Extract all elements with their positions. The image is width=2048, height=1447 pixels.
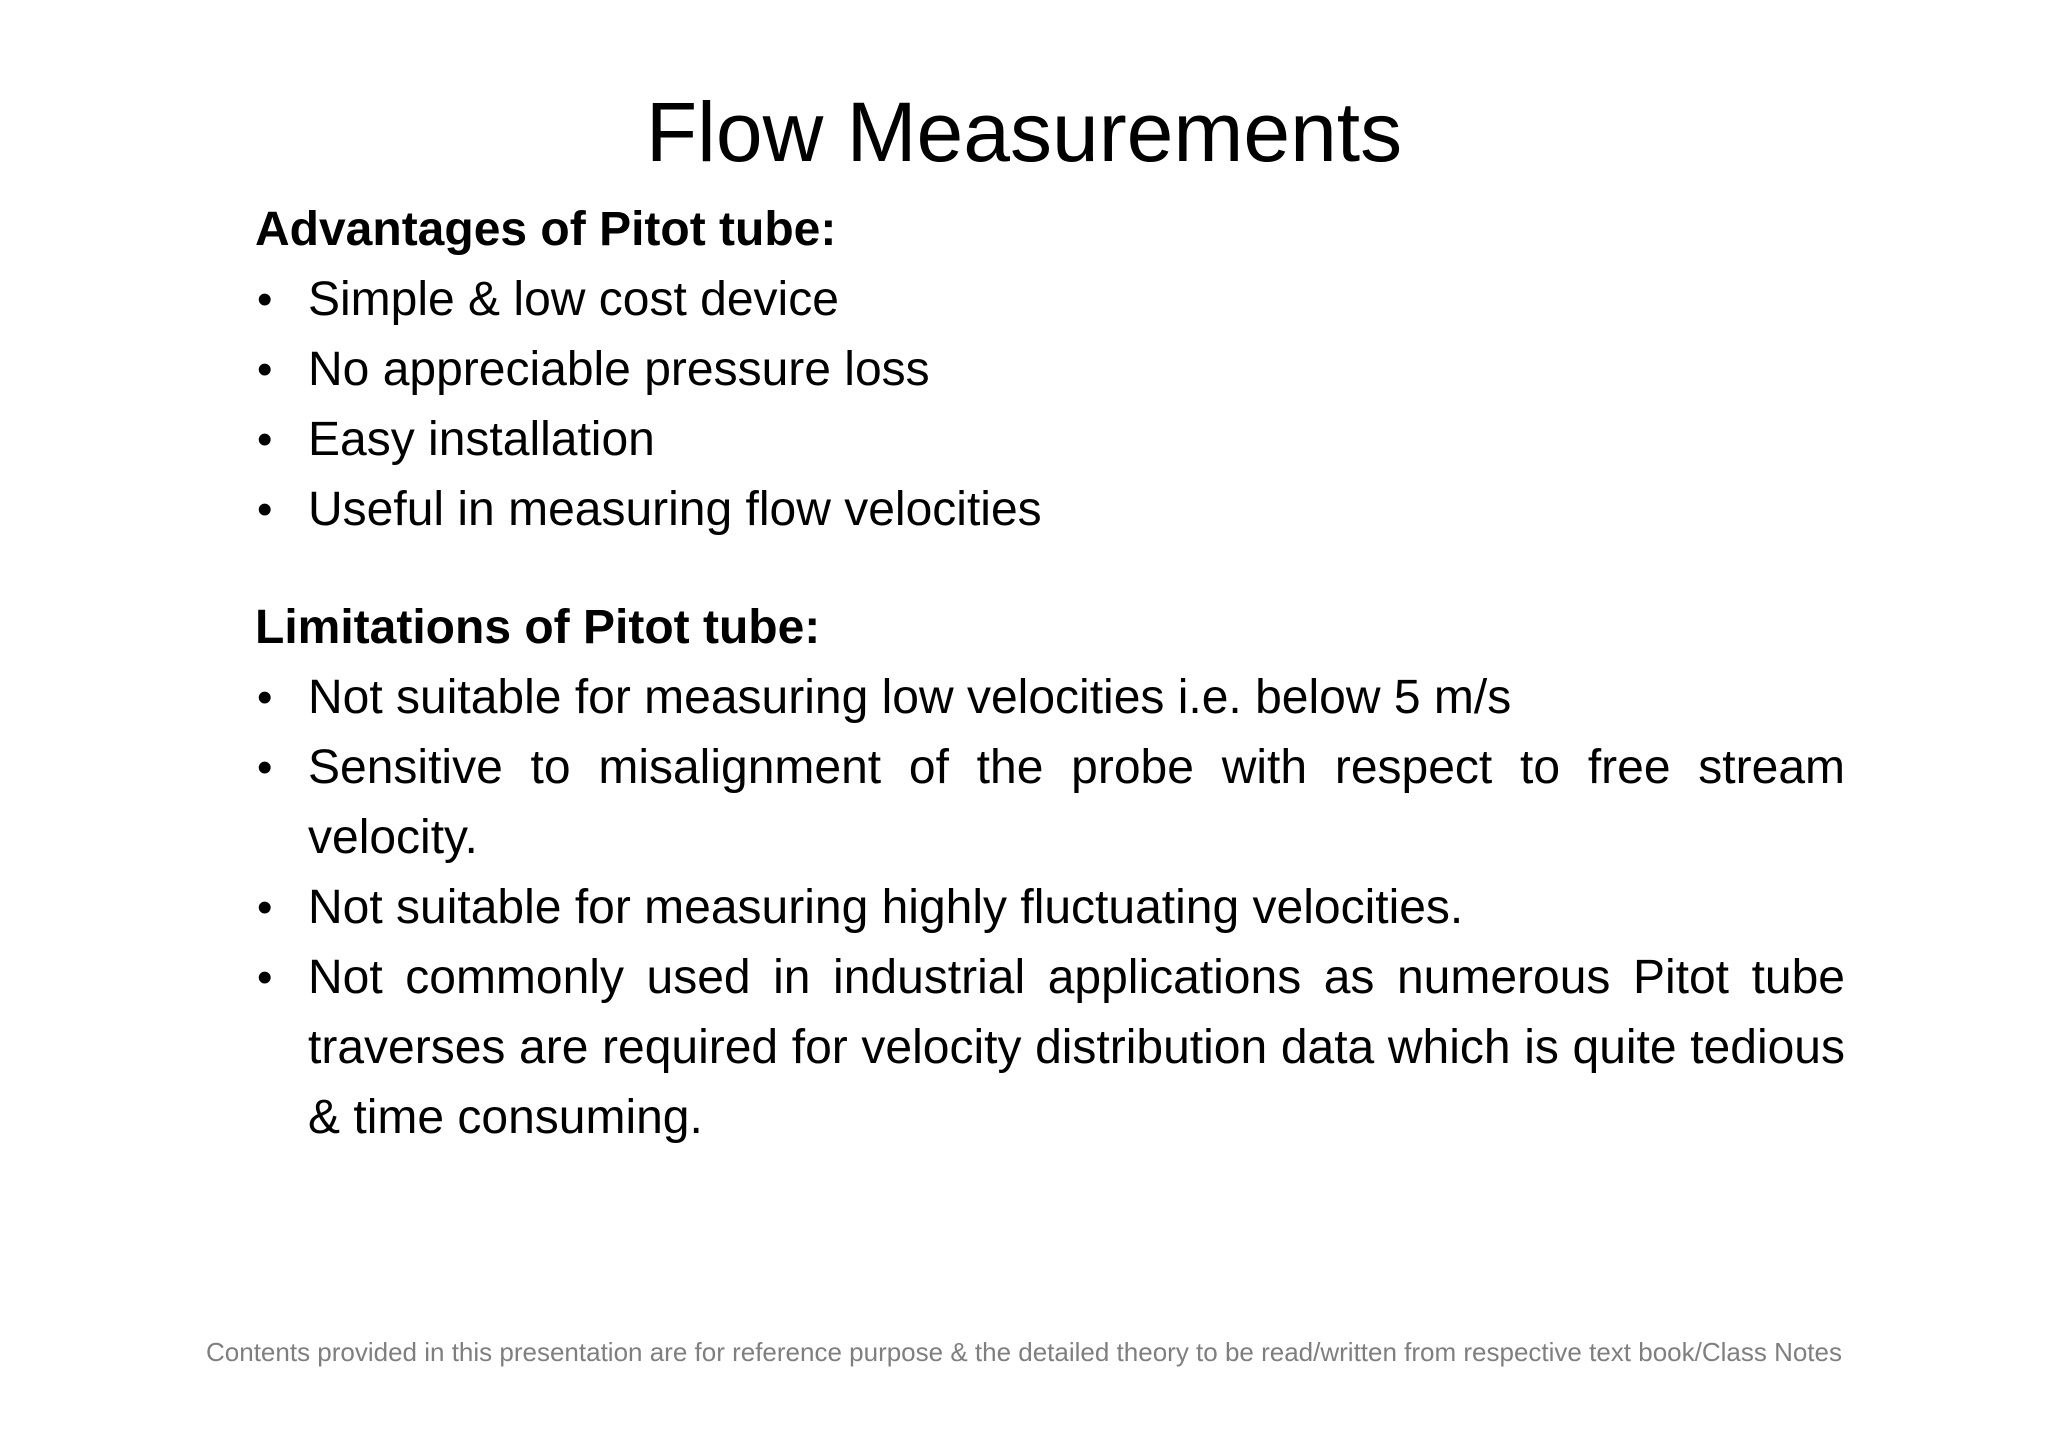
list-item [255,733,1845,873]
bullet-icon: • [257,275,273,324]
bullet-icon: • [257,485,273,534]
limitations-heading: Limitations of Pitot tube: [255,601,821,654]
list-item [255,475,1845,545]
list-item [255,943,1845,1153]
list-item [255,335,1845,405]
list-item-text: Sensitive to misalignment of the probe with respect to free stream velocity. [308,741,1845,864]
list-item-text: Not suitable for measuring low velocities i.e. below 5 m/s [308,671,1512,724]
bullet-icon: • [257,953,273,1002]
bullet-icon: • [257,743,273,792]
list-item-text: Simple & low cost device [308,273,839,326]
list-item-text: Not suitable for measuring highly fluctuating velocities. [308,881,1464,934]
bullet-icon: • [257,673,273,722]
slide-title: Flow Measurements [645,85,1403,179]
bullet-icon: • [257,883,273,932]
list-item-text: Easy installation [308,413,655,466]
footer-note: Contents provided in this presentation are for reference purpose & the detailed theory to be read/written from respective text book/Class Notes [206,1337,1842,1367]
advantages-heading: Advantages of Pitot tube: [255,203,837,256]
list-item [255,873,1845,943]
list-item [255,663,1845,733]
list-item-text: Useful in measuring flow velocities [308,483,1042,536]
slide-content [255,195,1845,1153]
list-item-text: Not commonly used in industrial applications as numerous Pitot tube traverses are required for velocity distribution data which is quite tedious & time consuming. [308,951,1845,1144]
list-item-text: No appreciable pressure loss [308,343,930,396]
section-spacer [255,545,1845,593]
limitations-list [255,663,1845,1153]
bullet-icon: • [257,345,273,394]
list-item [255,265,1845,335]
list-item [255,405,1845,475]
bullet-icon: • [257,415,273,464]
advantages-list [255,265,1845,545]
